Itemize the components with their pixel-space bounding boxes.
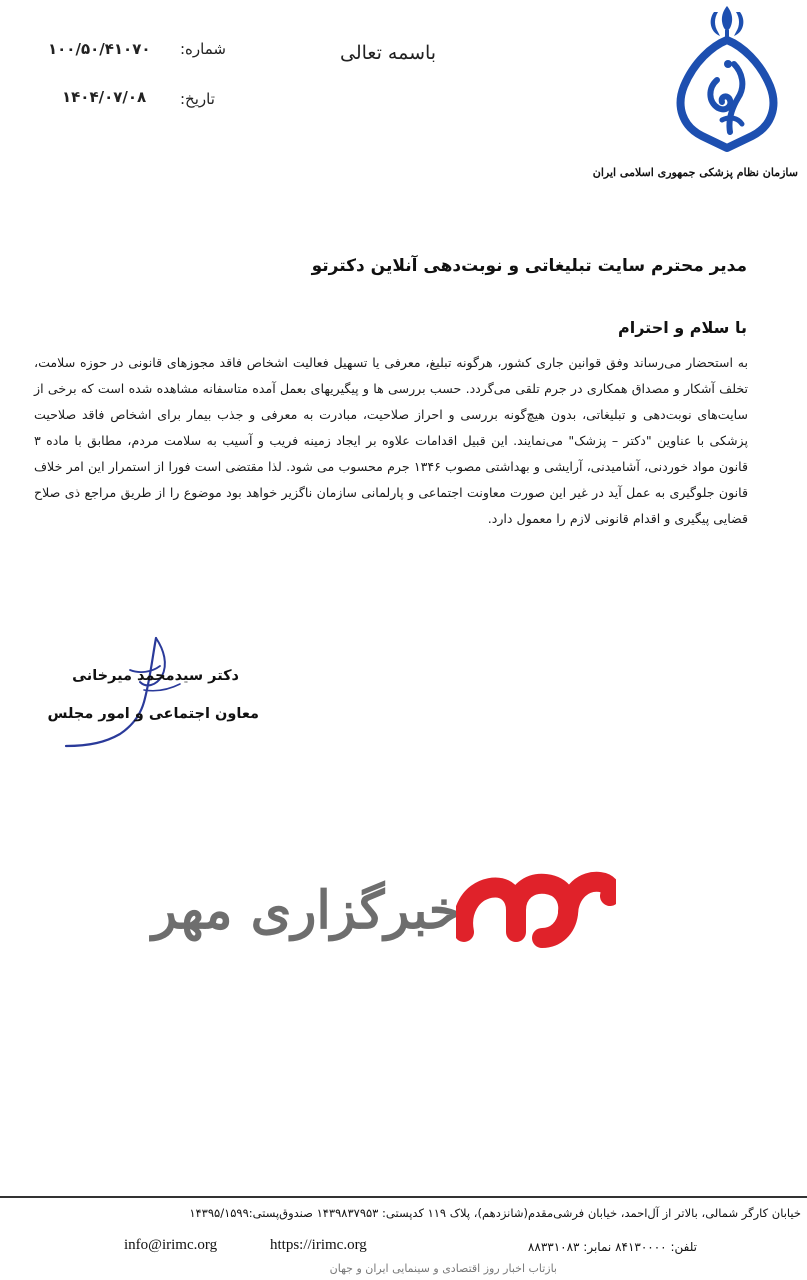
date-label: تاریخ: xyxy=(180,90,215,108)
letter-number: ۱۰۰/۵۰/۴۱۰۷۰ xyxy=(48,40,151,58)
irimc-emblem-icon xyxy=(672,2,782,160)
letter-body: به استحضار می‌رساند وفق قوانین جاری کشور، هرگونه تبلیغ، معرفی یا تسهیل فعالیت اشخاص فاقد مجوزهای قانونی در حوزه سلامت، تخلف آشکار و مصداق همکاری در جرم تلقی می‌گردد. حسب بررسی ها و پیگیریهای بعمل آمده متاسفانه مشاهده شده است که برخی از سایت‌های نوبت‌دهی و تبلیغاتی، بدون هیچ‌گونه بررسی و احراز صلاحیت، مبادرت به معرفی و جذب بیمار برای اشخاص فاقد صلاحیت پزشکی با عناوین "دکتر – پزشک" می‌نمایند. این قبیل اقدامات علاوه بر ایجاد زمینه فریب و آسیب به سلامت مردم، مطابق با ماده ۳ قانون مواد خوردنی، آشامیدنی، آرایشی و بهداشتی مصوب ۱۳۴۶ جرم محسوب می شود. لذا مقتضی است فورا از استمرار این امر خلاف قانون جلوگیری به عمل آید در غیر این صورت معاونت اجتماعی و پارلمانی سازمان ناگزیر خواهد بود موضوع را از طریق مراجع ذی صلاح قضایی پیگیری و اقدام قانونی لازم را معمول دارد. xyxy=(34,355,748,526)
org-caption: سازمان نظام پزشکی جمهوری اسلامی ایران xyxy=(592,166,798,179)
signatory-name: دکتر سیدمحمد میرخانی xyxy=(72,668,239,684)
handwritten-signature xyxy=(60,630,190,750)
footer-website[interactable]: https://irimc.org xyxy=(270,1237,367,1253)
footer-address: خیابان کارگر شمالی، بالاتر از آل‌احمد، خیابان فرشی‌مقدم(شانزدهم)، پلاک ۱۱۹ کدپستی: ۱۴۳۹۸۳۷۹۵۳ صندوق‌پستی:۱۴۳۹۵/۱۵۹۹ xyxy=(189,1206,801,1220)
footer-divider xyxy=(0,1196,807,1198)
letter-date: ۱۴۰۴/۰۷/۰۸ xyxy=(62,88,147,106)
signatory-title: معاون اجتماعی و امور مجلس xyxy=(47,706,259,722)
bottom-watermark: بازتاب اخبار روز اقتصادی و سینمایی ایران و جهان xyxy=(329,1262,557,1275)
basmala: باسمه تعالی xyxy=(340,42,437,64)
recipient-line: مدیر محترم سایت تبلیغاتی و نوبت‌دهی آنلاین دکترتو xyxy=(311,256,747,276)
mehr-news-logo-icon xyxy=(456,852,616,948)
mehr-news-watermark-text: خبرگزاری مهر xyxy=(152,880,461,941)
footer-email[interactable]: info@irimc.org xyxy=(124,1237,218,1253)
greeting: با سلام و احترام xyxy=(618,318,747,337)
footer-phone: تلفن: ۸۴۱۳۰۰۰۰ نمابر: ۸۸۳۳۱۰۸۳ xyxy=(527,1240,697,1254)
number-label: شماره: xyxy=(180,40,226,58)
